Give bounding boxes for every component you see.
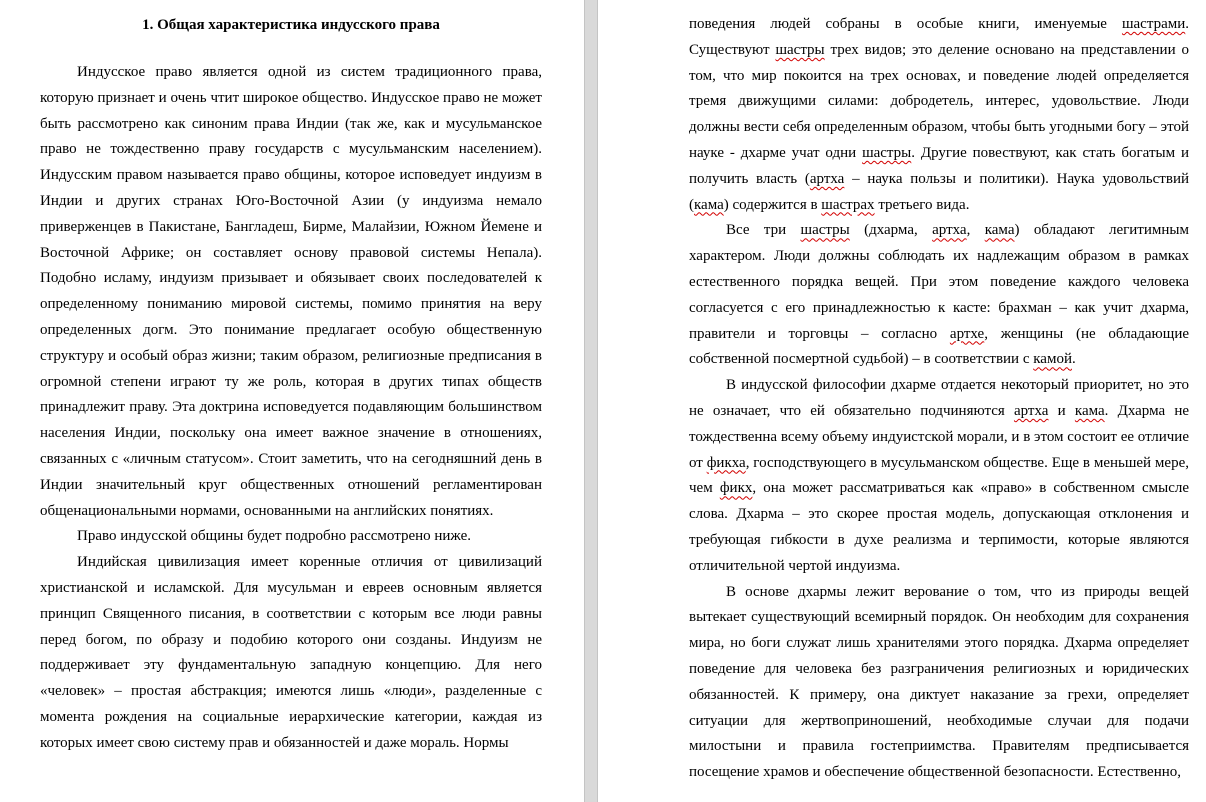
spellcheck-flagged-word: кама bbox=[984, 222, 1015, 239]
paragraph: Право индусской общины будет подробно рассмотрено ниже. bbox=[77, 528, 472, 545]
spellcheck-flagged-word: артха bbox=[809, 170, 845, 187]
text-run: , господствующего в мусульманском обществе. Еще в меньшей мере, чем bbox=[689, 454, 1189, 497]
text-run: (дхарма, bbox=[849, 222, 933, 239]
text-run: , она может рассматриваться как «право» в собственном смысле слова. Дхарма – это скорее простая модель, допускающая отклонения и требующая гибкости в духе реализма и терпимости, которые являются отличительной чертой индуизма. bbox=[689, 480, 1189, 574]
text-run: трех видов; это деление основано на представлении о том, что мир покоится на трех основах, и поведение людей определяется тремя движущими силами: добродетель, интерес, удовольствие. Люди должны вести себя определенным образом, чтобы быть угодными богу – этой науке - дхарме учат одни bbox=[689, 41, 1189, 161]
spellcheck-flagged-word: артха bbox=[932, 222, 967, 239]
spellcheck-flagged-word: кама bbox=[694, 196, 724, 213]
spellcheck-flagged-word: шастры bbox=[862, 144, 912, 161]
spellcheck-flagged-word: шастры bbox=[775, 41, 825, 58]
text-run: В индусской философии дхарме отдается некоторый приоритет, но это не означает, что ей обязательно подчиняются bbox=[689, 377, 1189, 419]
text-run: поведения людей собраны в особые книги, именуемые bbox=[689, 16, 1122, 32]
spellcheck-flagged-word: камой bbox=[1033, 351, 1072, 368]
spellcheck-flagged-word: шастрах bbox=[821, 196, 875, 213]
text-run: . Дхарма не тождественна всему объему индуистской морали, и в этом состоит ее отличие от bbox=[689, 402, 1190, 471]
spellcheck-flagged-word: фикха bbox=[706, 454, 746, 471]
spellcheck-flagged-word: шастрами bbox=[1121, 16, 1186, 32]
paragraph: Индусское право является одной из систем традиционного права, которую признает и очень чтит широкое общество. Индусское право не может быть рассмотрено как синоним права Индии (так же, как и мусульманское право не тождественно праву государств с мусульманским населением). Индусским правом называется право общины, которое исповедует индуизм в Индии и других странах Юго-Восточной Азии (у индуизма немало приверженцев в Пакистане, Бангладеш, Бирме, Малайзии, Южном Йемене и Восточной Африке; он составляет основу правовой системы Непала). Подобно исламу, индуизм призывает и обязывает своих последователей к определенному пониманию мировой системы, помимо принятия на веру определенных догм. Это понимание предлагает особую общественную структуру и особый образ жизни; таким образом, религиозные предписания в огромной степени играют ту же роль, которая в других типах обществ принадлежит праву. Эта доктрина исповедуется подавляющим большинством населения Индии, поскольку она имеет важное значение в отношениях, связанных с «личным статусом». Стоит заметить, что на сегодняшний день в Индии значительный круг общественных отношений регламентирован общенациональными нормами, основанными на английских понятиях. bbox=[40, 64, 542, 519]
text-run: и bbox=[1048, 402, 1075, 419]
text-run: ) обладают легитимным характером. Люди должны соблюдать их надлежащим образом в рамках естественного порядка вещей. При этом поведение каждого человека согласуется с его принадлежностью к касте: брахман – как учит дхарма, правители и торговцы – согласно bbox=[689, 222, 1189, 342]
spellcheck-flagged-word: фикх bbox=[719, 480, 753, 497]
section-heading: 1. Общая характеристика индусского права bbox=[142, 17, 440, 33]
spellcheck-flagged-word: кама bbox=[1074, 402, 1105, 419]
spellcheck-flagged-word: артхе bbox=[949, 325, 985, 342]
text-run: . bbox=[1072, 351, 1076, 368]
text-run: , bbox=[966, 222, 985, 239]
document-page-right bbox=[598, 0, 1206, 802]
paragraph bbox=[689, 580, 1189, 786]
spellcheck-flagged-word: шастры bbox=[800, 222, 850, 239]
page-gap bbox=[584, 0, 598, 802]
text-run: ) содержится в bbox=[723, 196, 822, 213]
paragraph bbox=[689, 218, 1189, 373]
text-run: третьего вида. bbox=[874, 196, 970, 213]
text-run: Все три bbox=[726, 222, 801, 239]
paragraph: Индийская цивилизация имеет коренные отличия от цивилизаций христианской и исламской. Для мусульман и евреев основным является принцип Священного писания, в соответствии с которым все люди равны перед богом, по образу и подобию которого они созданы. Индуизм не поддерживает эту фундаментальную западную концепцию. Для него «человек» – простая абстракция; имеются лишь «люди», разделенные с момента рождения на социальные иерархические категории, каждая из которых имеет свою систему прав и обязанностей и даже мораль. Нормы bbox=[40, 554, 542, 751]
paragraph bbox=[689, 373, 1189, 579]
spellcheck-flagged-word: артха bbox=[1013, 402, 1049, 419]
paragraph bbox=[689, 12, 1189, 218]
text-run: . Другие повествуют, как стать богатым и получить власть ( bbox=[689, 144, 1189, 187]
document-page-left bbox=[0, 0, 584, 802]
text-run: , женщины (не обладающие собственной посмертной судьбой) – в соответствии с bbox=[689, 325, 1190, 368]
text-run: – наука пользы и политики). Наука удовольствий ( bbox=[689, 170, 1189, 213]
text-run: В основе дхармы лежит верование о том, что из природы вещей вытекает существующий всемирный порядок. Он необходим для сохранения мира, но боги служат лишь хранителями этого порядка. Дхарма определяет поведение для человека без разграничения религиозных и юридических обязанностей. К примеру, она диктует наказание за грехи, определяет ситуации для жертвоприношений, необходимые случаи для подачи милостыни и правила гостеприимства. Правителям предписывается посещение храмов и обеспечение общественной безопасности. Естественно, bbox=[689, 583, 1189, 781]
text-run: . Существуют bbox=[689, 16, 1189, 58]
